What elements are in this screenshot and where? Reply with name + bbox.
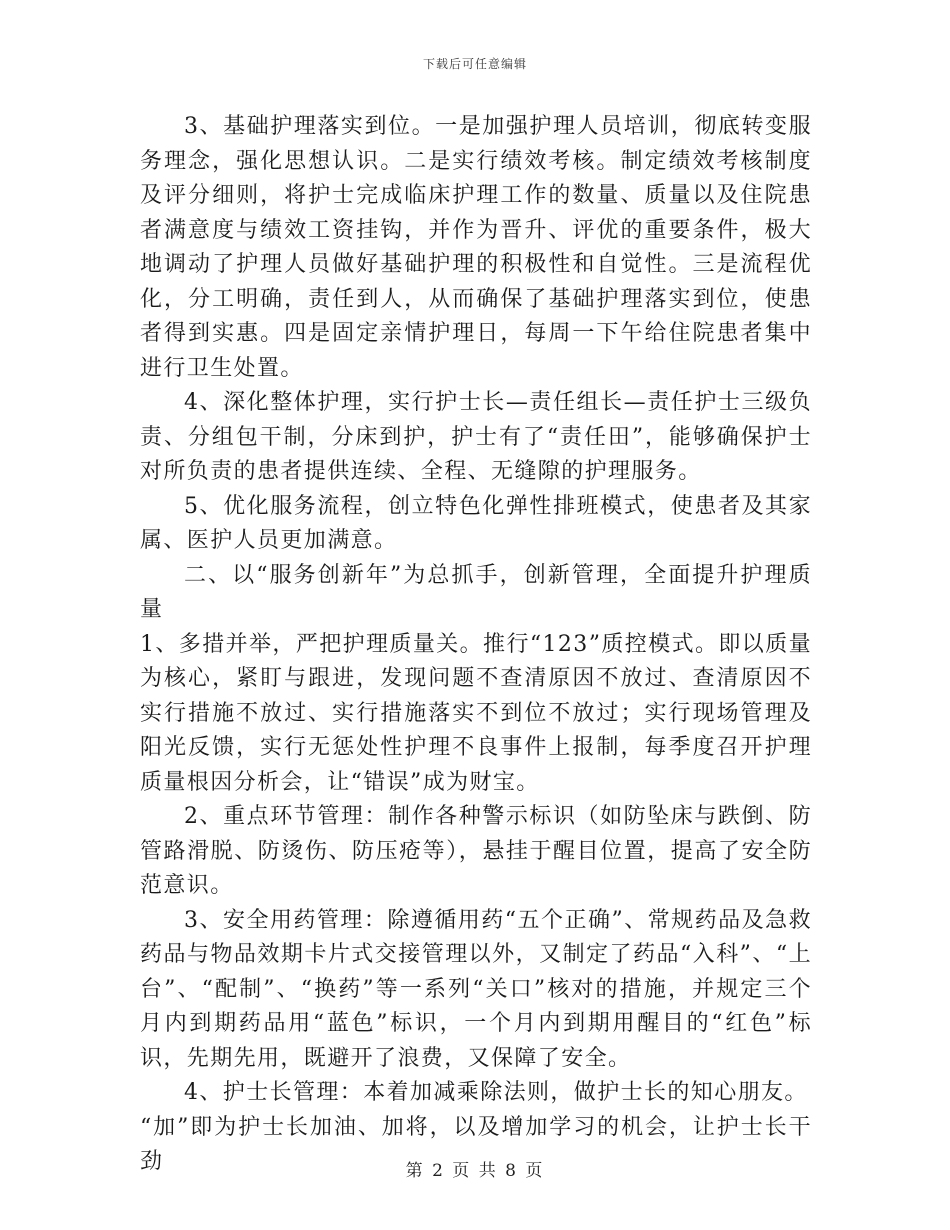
paragraph-quality-control: 1、多措并举，严把护理质量关。推行“123”质控模式。即以质量为核心，紧盯与跟进，发现问题不查清原因不放过、查清原因不实行措施不放过、实行措施落实不到位不放过；实行现场管理及阳光反馈，实行无惩处性护理不良事件上报制，每季度召开护理质量根因分析会，让“错误”成为财宝。 [140, 631, 812, 795]
document-body [140, 110, 812, 1180]
paragraph-service-process: 5、优化服务流程，创立特色化弹性排班模式，使患者及其家属、医护人员更加满意。 [140, 493, 812, 553]
paragraph-basic-nursing: 3、基础护理落实到位。一是加强护理人员培训，彻底转变服务理念，强化思想认识。二是实行绩效考核。制定绩效考核制度及评分细则，将护士完成临床护理工作的数量、质量以及住院患者满意度与绩效工资挂钩，并作为晋升、评优的重要条件，极大地调动了护理人员做好基础护理的积极性和自觉性。三是流程优化，分工明确，责任到人，从而确保了基础护理落实到位，使患者得到实惠。四是固定亲情护理日，每周一下午给住院患者集中进行卫生处置。 [140, 114, 812, 381]
section-heading-innovation: 二、以“服务创新年”为总抓手，创新管理，全面提升护理质量 [140, 562, 812, 622]
paragraph-addition-rule: “加”即为护士长加油、加将，以及增加学习的机会，让护士长干劲 [140, 1114, 812, 1174]
page-number: 第 2 页 共 8 页 [405, 1161, 545, 1181]
paragraph-head-nurse: 4、护士长管理：本着加减乘除法则，做护士长的知心朋友。 [184, 1080, 808, 1105]
paragraph-holistic-nursing: 4、深化整体护理，实行护士长—责任组长—责任护士三级负责、分组包干制，分床到护，护士有了“责任田”，能够确保护士对所负责的患者提供连续、全程、无缝隙的护理服务。 [140, 390, 812, 484]
page-header: 下载后可任意编辑 [422, 57, 527, 71]
paragraph-medication-safety: 3、安全用药管理：除遵循用药“五个正确”、常规药品及急救药品与物品效期卡片式交接管理以外，又制定了药品“入科”、“上台”、“配制”、“换药”等一系列“关口”核对的措施，并规定三个月内到期药品用“蓝色”标识，一个月内到期用醒目的“红色”标识，先期先用，既避开了浪费，又保障了安全。 [140, 907, 812, 1071]
paragraph-key-links: 2、重点环节管理：制作各种警示标识（如防坠床与跌倒、防管路滑脱、防烫伤、防压疮等），悬挂于醒目位置，提高了安全防范意识。 [140, 804, 812, 898]
